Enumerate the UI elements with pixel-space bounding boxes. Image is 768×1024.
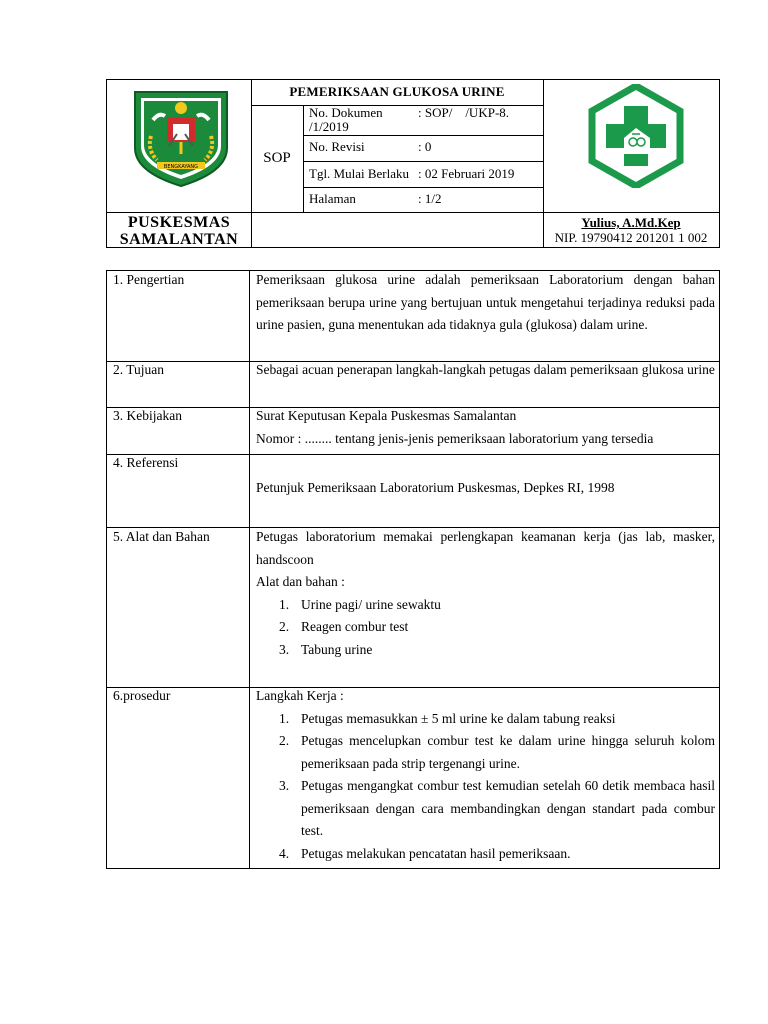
section-text-referensi: Petunjuk Pemeriksaan Laboratorium Puskesmas, Depkes RI, 1998	[256, 480, 615, 495]
regency-emblem-logo	[129, 86, 233, 190]
section-text-alat: Petugas laboratorium memakai perlengkapan keamanan kerja (jas lab, masker, handscoon	[256, 529, 715, 567]
list-item: 1. Petugas memasukkan ± 5 ml urine ke dalam tabung reaksi	[279, 710, 616, 726]
section-content-prosedur	[256, 685, 715, 865]
list-item: 3. Petugas mengangkat combur test kemudian setelah 60 detik membaca hasil pemeriksaan dengan cara membandingkan dengan standart pada combur test.	[279, 778, 715, 838]
sop-title: PEMERIKSAAN GLUKOSA URINE	[289, 84, 505, 99]
org-name-line1: PUSKESMAS	[127, 214, 231, 231]
list-item: 2. Petugas mencelupkan combur test ke dalam urine hingga seluruh kolom pemeriksaan pada strip tergenangi urine.	[279, 733, 715, 771]
sop-header-table	[106, 79, 720, 248]
prosedur-list	[256, 708, 715, 866]
section-text-kebijakan-line2: Nomor : ........ tentang jenis-jenis pemeriksaan laboratorium yang tersedia	[256, 431, 654, 446]
section-label-pengertian: 1. Pengertian	[113, 272, 185, 287]
list-item: 3. Tabung urine	[279, 641, 373, 657]
puskesmas-logo	[584, 84, 688, 188]
doc-number-label: No. Dokumen	[309, 105, 383, 120]
signer-name: Yulius, A.Md.Kep	[581, 215, 681, 230]
revision-value: : 0	[418, 139, 432, 154]
sop-body-table	[106, 270, 720, 869]
page-label: Halaman	[309, 191, 356, 206]
section-text-tujuan: Sebagai acuan penerapan langkah-langkah petugas dalam pemeriksaan glukosa urine	[256, 362, 715, 377]
page-value: : 1/2	[418, 191, 442, 206]
list-item: 4. Petugas melakukan pencatatan hasil pemeriksaan.	[279, 845, 571, 861]
section-content-alat	[256, 526, 715, 661]
doc-number-value: : SOP/ /UKP-8.	[418, 105, 510, 120]
section-text-kebijakan-line1: Surat Keputusan Kepala Puskesmas Samalantan	[256, 408, 517, 423]
list-item: 2. Reagen combur test	[279, 619, 409, 634]
signer-nip: NIP. 19790412 201201 1 002	[554, 230, 708, 245]
section-label-kebijakan: 3. Kebijakan	[113, 408, 182, 423]
section-label-referensi: 4. Referensi	[113, 455, 179, 470]
alat-list	[256, 594, 715, 662]
effective-date-value: : 02 Februari 2019	[418, 166, 515, 181]
sop-label: SOP	[263, 150, 291, 166]
section-text-pengertian: Pemeriksaan glukosa urine adalah pemeriksaan Laboratorium dengan bahan pemeriksaan berupa urine yang bertujuan untuk mengetahui terjadinya reduksi pada urine pasien, guna menentukan ada tidaknya gula (glukosa) dalam urine.	[256, 272, 715, 332]
org-name-line2: SAMALANTAN	[119, 231, 239, 248]
section-label-alat: 5. Alat dan Bahan	[113, 529, 210, 544]
effective-date-label: Tgl. Mulai Berlaku	[309, 166, 410, 181]
section-subheading-prosedur: Langkah Kerja :	[256, 688, 344, 703]
list-item: 1. Urine pagi/ urine sewaktu	[279, 596, 441, 612]
revision-label: No. Revisi	[309, 139, 365, 154]
doc-number-value-cont: /1/2019	[309, 119, 349, 134]
section-label-prosedur: 6.prosedur	[113, 688, 171, 703]
section-subheading-alat: Alat dan bahan :	[256, 574, 345, 589]
emblem-ribbon-text: BENGKAYANG	[163, 164, 199, 170]
section-label-tujuan: 2. Tujuan	[113, 362, 165, 377]
